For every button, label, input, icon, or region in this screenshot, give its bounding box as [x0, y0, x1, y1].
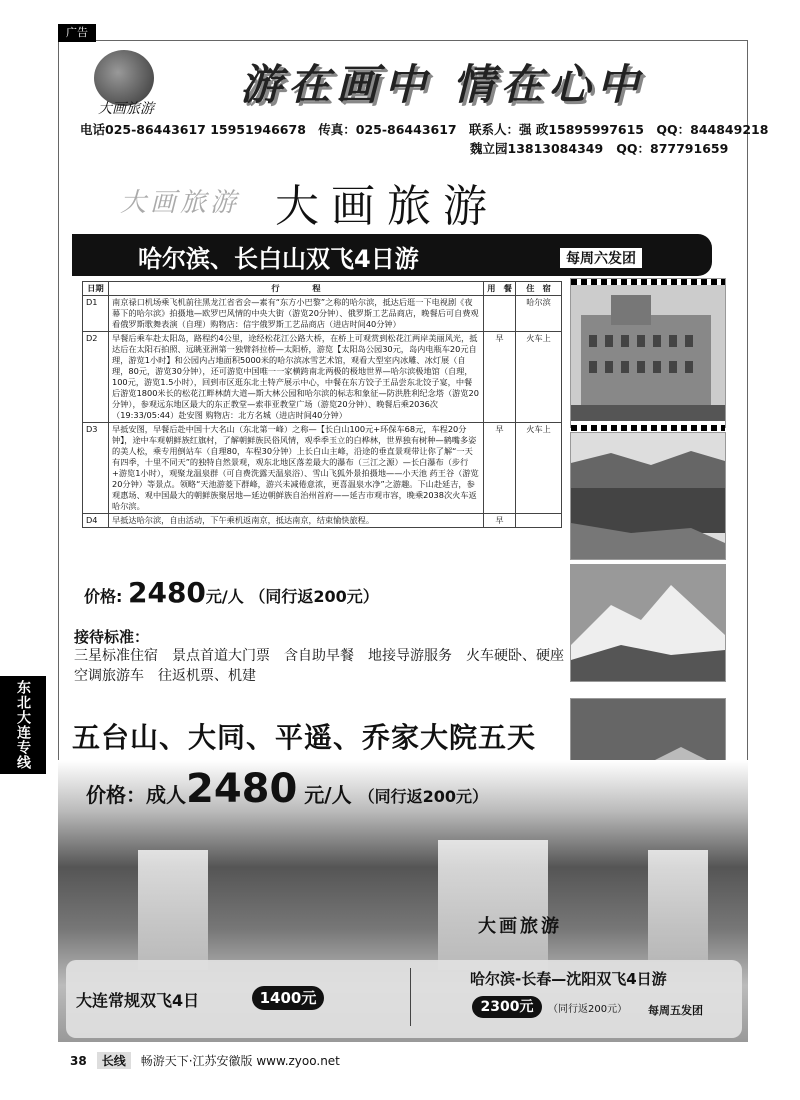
stay-cell: 火车上: [516, 423, 562, 514]
day-text: 南京禄口机场乘飞机前往黑龙江省省会—素有“东方小巴黎”之称的哈尔滨，抵达后逛一下电视剧《夜幕下的哈尔滨》拍摄地—欧罗巴风情的中央大街（游览20分钟）、俄罗斯工艺品商店，晚餐后可自费观看俄罗斯歌舞表演（自理）购物店：信宇俄罗斯工艺品商店（进店时间40分钟）: [109, 296, 484, 332]
dalian-label: 大连常规双飞4日: [76, 991, 200, 1010]
building-photo-icon: [571, 285, 725, 421]
price-value: 2480: [186, 766, 298, 812]
footer-tag: 长线: [97, 1052, 131, 1069]
waterfall-left: [138, 850, 208, 970]
price-unit: 元/人: [205, 587, 244, 606]
table-row: [83, 332, 562, 423]
day-text: 早餐后乘车赴太阳岛，路程约4公里，途经松花江公路大桥，在桥上可观赏到松花江两岸美丽风光，抵达后在太阳石拍照、远眺亚洲第一独臂斜拉桥—太阳桥，游览【太阳岛公园30元，岛内电瓶车20元自理，游览1小时】和公园内占地面积5000米的哈尔滨冰雪艺术馆，观看大型室内冰雕、冰灯展（自理，80元，游览30分钟），还可游览中国唯一一家横跨南北两极的极地世界—哈尔滨极地馆（自理，100元，游览1.5小时），回到市区逛东北土特产展示中心，中餐在东方饺子王品尝东北饺子宴，中餐后游览1800米长的松花江畔林荫大道—斯大林公园和哈尔滨的标志和象征—防洪胜利纪念塔（游览20分钟），参观远东地区最大的东正教堂—索菲亚教堂广场（游览20分钟）、晚餐后乘2036次（19:33/05:44）赴安图 购物店：北方名城（进店时间40分钟）: [109, 332, 484, 423]
meal-cell: 早: [484, 332, 516, 423]
lake-photo-icon: [571, 433, 725, 559]
dalian-price: 1400元: [252, 986, 324, 1010]
brand-watermark: 大画旅游: [120, 188, 241, 218]
price-return: （同行返200元）: [249, 587, 379, 606]
photo-cathedral: [570, 278, 726, 428]
meal-cell: 早: [484, 423, 516, 514]
meal-cell: [484, 296, 516, 332]
contact-line-2: [470, 139, 728, 157]
stay-cell: [516, 514, 562, 528]
qq-2: QQ：877791659: [616, 141, 729, 156]
waterfall-middle: [438, 840, 548, 970]
table-row: [83, 514, 562, 528]
table-row: [83, 296, 562, 332]
day-text: 早抵安图，早餐后赴中国十大名山（东北第一峰）之称—【长白山100元+环保车68元，车程20分钟】，途中车观朝鲜族红旗村，了解朝鲜族民俗风情，观季季玉立的白桦林，世界独有树种—鹤嘴多姿的美人松，乘专用倒站车（自理80，车程30分钟）上长白山主峰，沿途的垂直景观带让你了解“一天有四季，十里不同天”的独特自然景观，观东北地区落差最大的瀑布（三江之源）—长白瀑布（步行+游览1小时），观聚龙温泉群（可自费洗露天温泉浴）、雪山飞狐外景拍摄地——小天池 药王谷（游览20分钟）等景点。领略“天池游菱下群峰，游兴未减倦意浓，更喜温泉水净”之游趣。下山赴延吉，参观惠场、观中国最大的朝鲜族聚居地—延边朝鲜族自治州首府——延吉市观市容，晚乘2038次火车返哈尔滨。: [109, 423, 484, 514]
route2-price: [86, 766, 488, 812]
waterfall-right: [648, 850, 708, 960]
standard-title: 接待标准：: [74, 628, 150, 646]
day-text: 早抵达哈尔滨，自由活动，下午乘机返南京，抵达南京，结束愉快旅程。: [109, 514, 484, 528]
logo-text: 大画旅游: [98, 101, 154, 117]
mountain-photo-icon: [571, 565, 725, 681]
route1-schedule: 每周六发团: [560, 248, 642, 268]
price-return: （同行返200元）: [358, 787, 488, 806]
qq-1: QQ：844849218: [656, 122, 769, 137]
footer: [70, 1052, 340, 1069]
col-meal: 用 餐: [484, 282, 516, 296]
day-cell: D4: [83, 514, 109, 528]
contact-line-1: [80, 120, 776, 138]
route1-banner: [72, 234, 712, 276]
route2-title: 五台山、大同、平遥、乔家大院五天: [72, 721, 537, 754]
route1-title: 哈尔滨、长白山双飞4日游: [138, 245, 419, 273]
day-cell: D3: [83, 423, 109, 514]
slogan: 游在画中 情在心中: [240, 60, 645, 109]
col-itinerary: 行 程: [109, 282, 484, 296]
route1-price: [84, 576, 379, 609]
footer-text: 畅游天下·江苏安徽版 www.zyoo.net: [140, 1054, 340, 1068]
phone: 电话025-86443617 15951946678: [80, 122, 306, 137]
standard-text: 三星标准住宿 景点首道大门票 含自助早餐 地接导游服务 火车硬卧、硬座空调旅游车 往返机票、机建: [74, 648, 564, 684]
page-number: 38: [70, 1053, 87, 1068]
photo-snow-mountain: [570, 564, 726, 682]
harbin2-return: （同行返200元）: [548, 1004, 628, 1015]
fax: 传真：025-86443617: [318, 122, 457, 137]
day-cell: D2: [83, 332, 109, 423]
side-tab: 东北大连专线: [0, 676, 46, 774]
col-stay: 住 宿: [516, 282, 562, 296]
price-unit: 元/人: [304, 783, 352, 807]
meal-cell: 早: [484, 514, 516, 528]
stay-cell: 火车上: [516, 332, 562, 423]
divider: [410, 968, 411, 1026]
stay-cell: 哈尔滨: [516, 296, 562, 332]
price-label: 价格:: [84, 587, 123, 606]
harbin2-price: 2300元: [472, 996, 542, 1018]
contact-person-1: 联系人：强 政15895997615: [468, 122, 645, 137]
harbin2-schedule: 每周五发团: [648, 1004, 703, 1017]
col-date: 日期: [83, 282, 109, 296]
table-row: [83, 423, 562, 514]
itinerary-header-row: [83, 282, 562, 296]
day-cell: D1: [83, 296, 109, 332]
brand-bottom: 大画旅游: [478, 916, 562, 937]
photo-tianchi-lake: [570, 432, 726, 560]
itinerary-table: [82, 281, 562, 528]
logo: [80, 50, 170, 120]
price-label: 价格：成人: [86, 783, 186, 807]
brand-title: 大画旅游: [275, 181, 499, 232]
harbin2-label: 哈尔滨-长春—沈阳双飞4日游: [470, 970, 667, 988]
price-value: 2480: [127, 576, 206, 609]
ad-tag: 广告: [58, 24, 96, 42]
contact-person-2: 魏立园13813084349: [470, 141, 604, 156]
